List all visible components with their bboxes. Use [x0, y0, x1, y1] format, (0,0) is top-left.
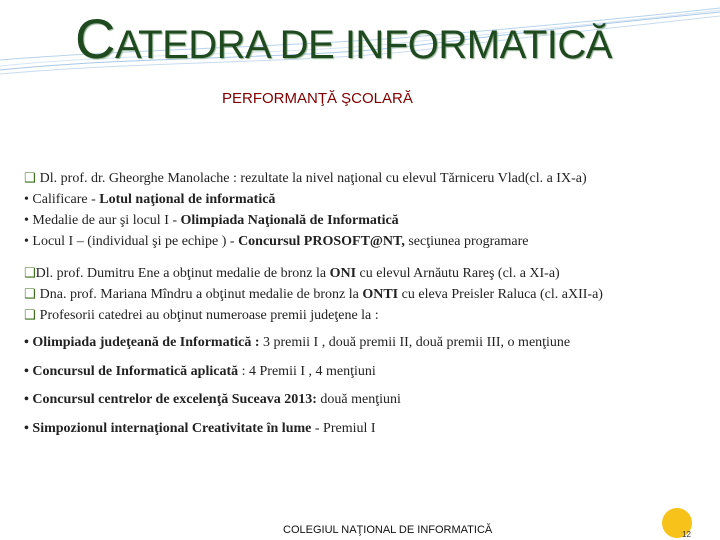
page-number: 12: [682, 530, 691, 539]
list-item: [24, 263, 603, 284]
item-bold-text: Olimpiada Naţională de Informatică: [180, 213, 399, 228]
item-text: • Calificare -: [24, 192, 100, 207]
section-bronze-medals: [24, 263, 603, 326]
title-rest: ATEDRA DE INFORMATICĂ: [114, 23, 612, 67]
item-bold-text: Concursul PROSOFT@NT,: [238, 234, 405, 249]
item-text: Dna. prof. Mariana Mîndru a obţinut medalie de bronz la: [39, 287, 363, 302]
county-awards-item: [24, 332, 570, 353]
county-awards-item: [24, 418, 376, 439]
section-manolache: [24, 168, 587, 252]
item-text: • Medalie de aur şi locul I -: [24, 213, 181, 228]
item-text: cu elevul Arnăutu Rareş (cl. a XI-a): [356, 266, 560, 281]
item-bold-text: ONI: [329, 266, 357, 281]
item-text: • Locul I – (individual şi pe echipe ) -: [24, 234, 239, 249]
item-text: două menţiuni: [316, 392, 401, 407]
list-item: [24, 168, 587, 189]
checkbox-bullet-icon: ❑: [24, 266, 36, 281]
page-title: [75, 6, 612, 71]
list-item: [24, 305, 603, 326]
title-first-letter: C: [75, 7, 115, 70]
county-awards-item: [24, 361, 376, 382]
checkbox-bullet-icon: ❑: [24, 171, 36, 186]
item-text: - Premiul I: [311, 421, 376, 436]
county-awards-item: [24, 389, 401, 410]
list-item: [24, 231, 587, 252]
checkbox-bullet-icon: ❑: [24, 287, 36, 302]
page-subtitle: PERFORMANŢĂ ŞCOLARĂ: [222, 90, 413, 107]
item-bold-text: • Olimpiada judeţeană de Informatică :: [24, 335, 260, 350]
item-bold-text: Lotul naţional de informatică: [99, 192, 276, 207]
item-text: secţiunea programare: [404, 234, 529, 249]
item-text: 3 premii I , două premii II, două premii III, o menţiune: [259, 335, 571, 350]
item-text: Dl. prof. Dumitru Ene a obţinut medalie de bronz la: [35, 266, 330, 281]
item-text: cu eleva Preisler Raluca (cl. aXII-a): [398, 287, 603, 302]
item-bold-text: ONTI: [362, 287, 399, 302]
item-text: Profesorii catedrei au obţinut numeroase premii judeţene la :: [39, 308, 379, 323]
checkbox-bullet-icon: ❑: [24, 308, 36, 323]
list-item: [24, 189, 587, 210]
item-bold-text: • Concursul centrelor de excelenţă Suceava 2013:: [24, 392, 317, 407]
footer-college-name: COLEGIUL NAŢIONAL DE INFORMATICĂ: [283, 524, 493, 536]
item-text: : 4 Premii I , 4 menţiuni: [238, 364, 376, 379]
item-bold-text: • Concursul de Informatică aplicată: [24, 364, 239, 379]
list-item: [24, 210, 587, 231]
list-item: [24, 284, 603, 305]
item-bold-text: • Simpozionul internaţional Creativitate în lume: [24, 421, 312, 436]
item-text: Dl. prof. dr. Gheorghe Manolache : rezultate la nivel naţional cu elevul Tărniceru Vlad(cl. a IX-a): [39, 171, 587, 186]
